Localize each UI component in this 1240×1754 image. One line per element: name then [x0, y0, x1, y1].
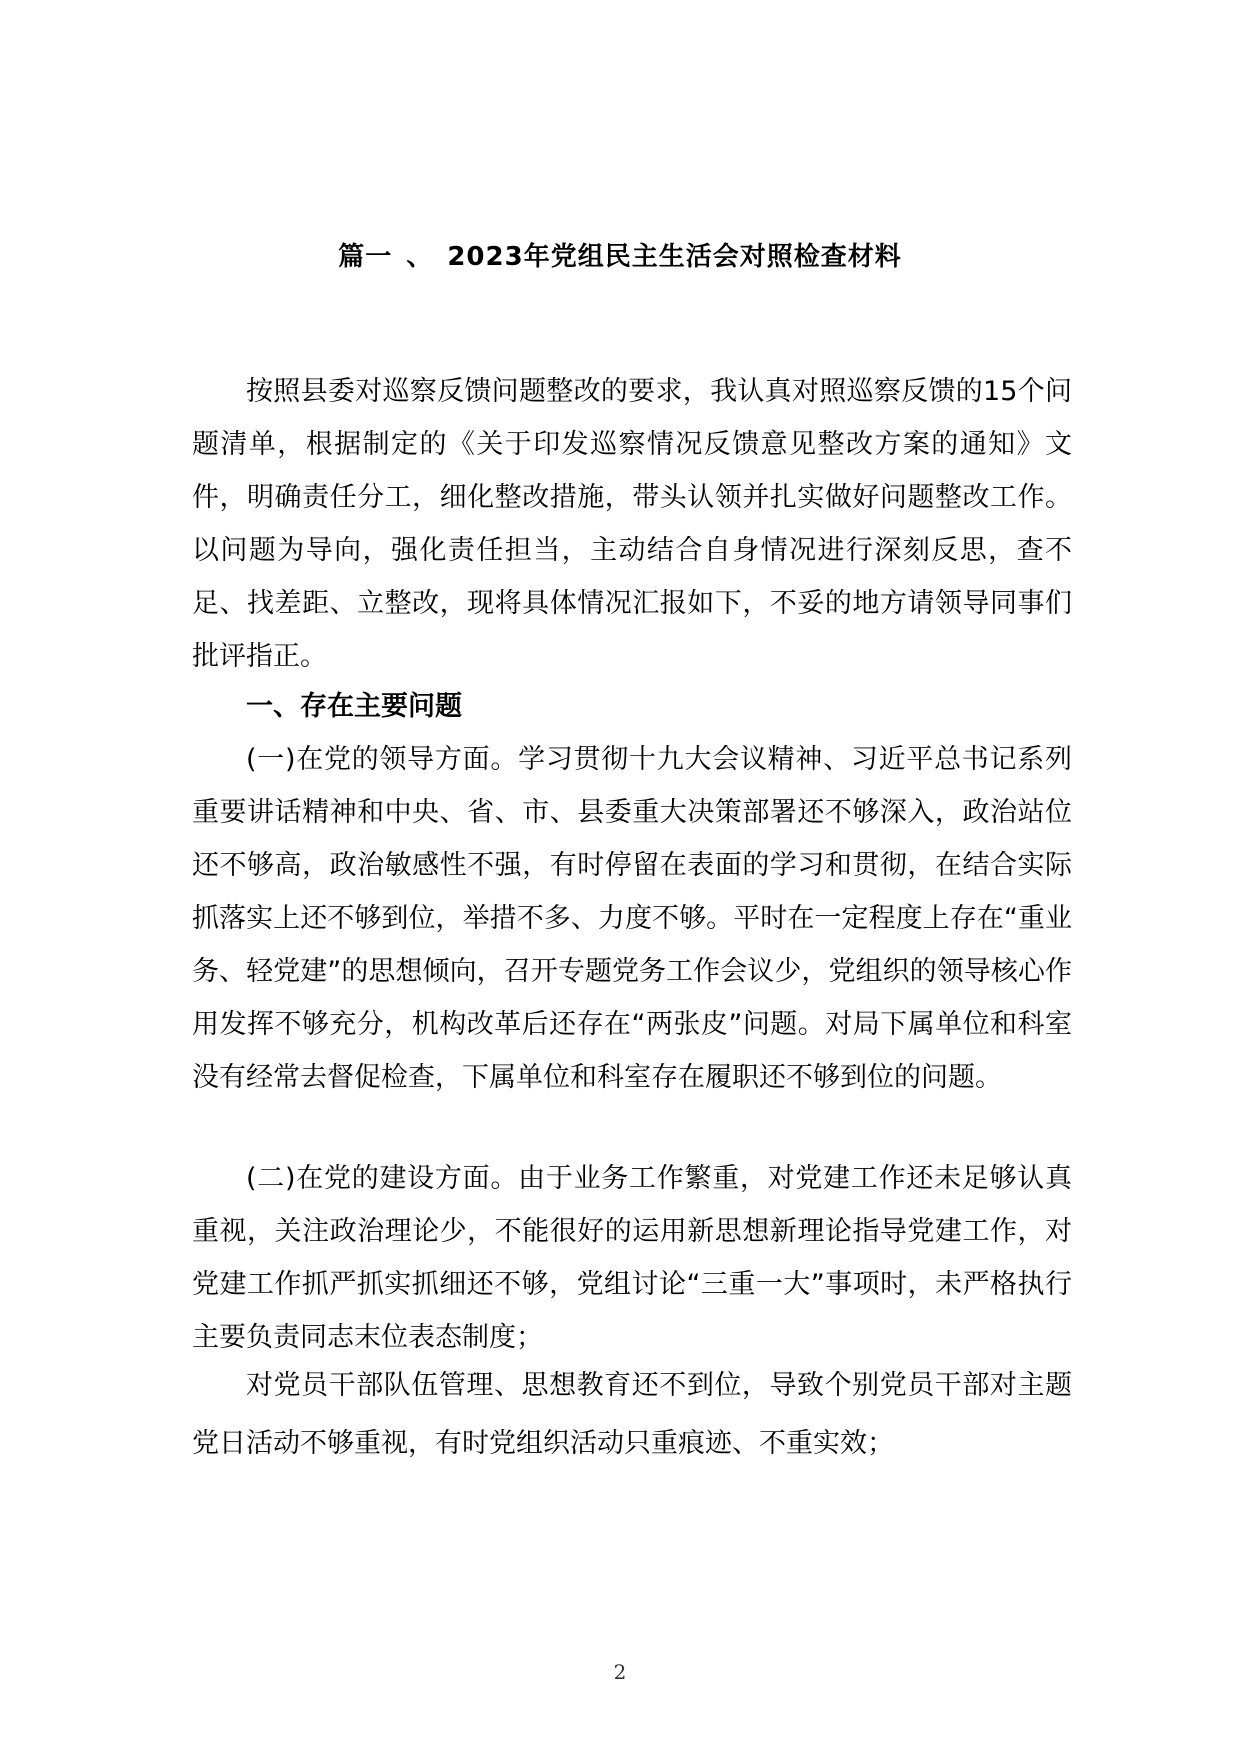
section-heading: 一、存在主要问题 — [246, 691, 462, 722]
title-prefix: 篇一 — [338, 242, 393, 272]
intro-paragraph: 按照县委对巡察反馈问题整改的要求，我认真对照巡察反馈的15个问题清单，根据制定的《关于印发巡察情况反馈意见整改方案的通知》文件，明确责任分工，细化整改措施，带头认领并扎实做好问题整改工作。以问题为导向，强化责任担当，主动结合自身情况进行深刻反思，查不足、找差距、立整改，现将具体情况汇报如下，不妥的地方请领导同事们批评指正。 — [192, 376, 1072, 672]
section-heading-block — [192, 680, 1072, 733]
cadre-management-paragraph: 对党员干部队伍管理、思想教育还不到位，导致个别党员干部对主题党日活动不够重视，有时党组织活动只重痕迹、不重实效； — [192, 1370, 1072, 1459]
title-main: 2023年党组民主生活会对照检查材料 — [447, 242, 902, 272]
party-leadership-block — [192, 733, 1072, 1104]
cadre-management-block — [192, 1357, 1072, 1473]
title-separator: 、 — [406, 242, 434, 272]
document-title — [0, 236, 1240, 273]
party-building-paragraph: (二)在党的建设方面。由于业务工作繁重，对党建工作还未足够认真重视，关注政治理论少，不能很好的运用新思想新理论指导党建工作，对党建工作抓严抓实抓细还不够，党组讨论“三重一大”事项时，未严格执行主要负责同志末位表态制度； — [192, 1163, 1072, 1353]
intro-block — [192, 365, 1072, 683]
party-building-block — [192, 1152, 1072, 1364]
page-number: 2 — [613, 1660, 627, 1684]
party-leadership-paragraph: (一)在党的领导方面。学习贯彻十九大会议精神、习近平总书记系列重要讲话精神和中央、省、市、县委重大决策部署还不够深入，政治站位还不够高，政治敏感性不强，有时停留在表面的学习和贯彻，在结合实际抓落实上还不够到位，举措不多、力度不够。平时在一定程度上存在“重业务、轻党建”的思想倾向，召开专题党务工作会议少，党组织的领导核心作用发挥不够充分，机构改革后还存在“两张皮”问题。对局下属单位和科室没有经常去督促检查，下属单位和科室存在履职还不够到位的问题。 — [192, 744, 1072, 1093]
